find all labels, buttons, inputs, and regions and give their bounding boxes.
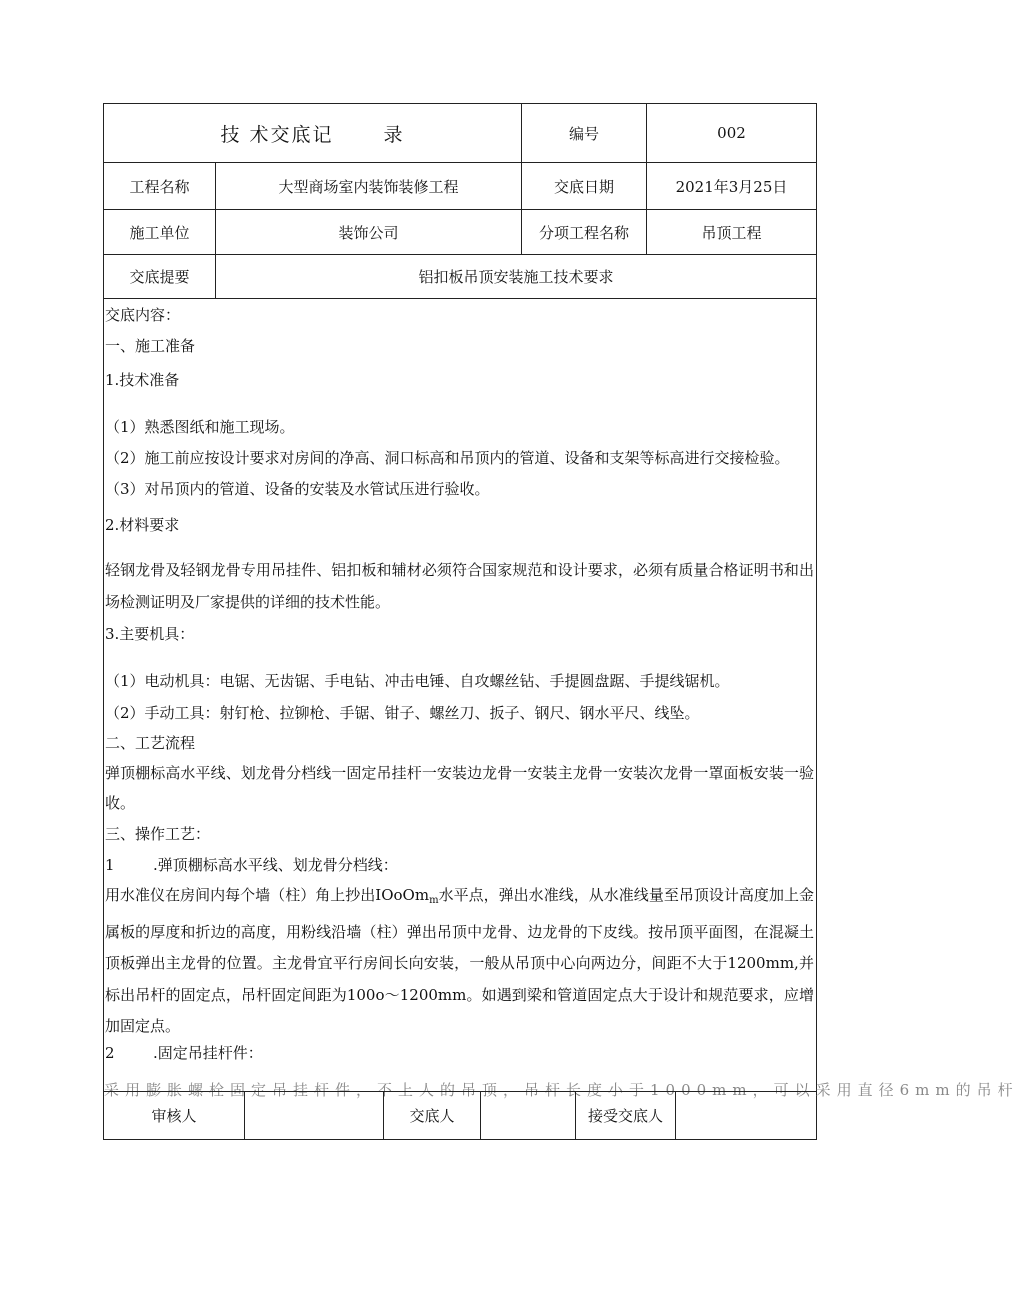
step-2-heading	[105, 1038, 814, 1069]
step-2-number: 2	[105, 1044, 115, 1062]
tools-manual: （2）手动工具：射钉枪、拉铆枪、手锯、钳子、螺丝刀、扳子、钢尺、钢水平尺、线坠。	[105, 704, 700, 722]
unit-label: 施工单位	[129, 223, 190, 242]
date-label: 交底日期	[521, 163, 646, 209]
unit-row	[104, 210, 816, 255]
summary-value: 铝扣板吊顶安装施工技术要求	[215, 255, 816, 298]
disclosure-content	[104, 299, 1019, 1099]
date-value: 2021年3月25日	[646, 163, 816, 209]
discloser-label: 交底人	[383, 1092, 480, 1139]
disclosure-form	[103, 103, 1019, 1140]
subsection-tech-prep: 1.技术准备	[105, 371, 180, 389]
project-name-value: 大型商场室内装饰装修工程	[215, 163, 521, 209]
process-flow-text: 弹顶棚标高水平线、划龙骨分档线一固定吊挂杆一安装边龙骨一安装主龙骨一安装次龙骨一罩面板安装一验收。	[105, 764, 814, 812]
project-row	[104, 163, 816, 210]
header-row	[104, 104, 816, 163]
subitem-label: 分项工程名称	[521, 210, 646, 254]
reviewer-label: 审核人	[151, 1107, 197, 1125]
project-name-label: 工程名称	[129, 177, 190, 196]
step-1-number: 1	[105, 856, 115, 874]
discloser-signature[interactable]	[480, 1092, 575, 1139]
step-1-text-a: 用水准仪在房间内每个墙（柱）角上抄出IOoOm	[105, 886, 430, 904]
subsection-materials: 2.材料要求	[105, 516, 180, 534]
cut-off-text-line	[104, 1081, 1019, 1099]
section-process-flow: 二、工艺流程	[105, 734, 196, 752]
step-1-text-sub: m	[429, 895, 439, 906]
step-2-title: .固定吊挂杆件：	[153, 1044, 263, 1062]
prep-item-2: （2）施工前应按设计要求对房间的净高、洞口标高和吊顶内的管道、设备和支架等标高进行交接检验。	[105, 449, 790, 467]
reviewer-signature[interactable]	[244, 1092, 383, 1139]
materials-text: 轻钢龙骨及轻钢龙骨专用吊挂件、铝扣板和辅材必须符合国家规范和设计要求，必须有质量合格证明书和出场检测证明及厂家提供的详细的技术性能。	[105, 561, 814, 611]
receiver-signature[interactable]	[675, 1092, 816, 1139]
unit-value: 装饰公司	[215, 210, 521, 254]
step-1-heading	[105, 850, 814, 881]
section-preparation: 一、施工准备	[105, 337, 196, 355]
prep-item-3: （3）对吊顶内的管道、设备的安装及水管试压进行验收。	[105, 480, 490, 498]
receiver-label: 接受交底人	[575, 1092, 675, 1139]
prep-item-1: （1）熟悉图纸和施工现场。	[105, 418, 295, 436]
form-title: 技 术交底记 录	[220, 123, 405, 146]
summary-label: 交底提要	[129, 268, 190, 286]
subitem-value: 吊顶工程	[646, 210, 816, 254]
cut-off-text: 采用膨胀螺栓固定吊挂杆件，不上人的吊顶，吊杆长度小于1000mm，可以采用直径6mm的吊杆	[104, 1081, 1019, 1099]
summary-row	[104, 255, 816, 299]
step-1-text-b: 水平点，弹出水准线，从水准线量至吊顶设计高度加上金属板的厚度和折边的高度，用粉线沿墙（柱）弹出吊顶中龙骨、边龙骨的下皮线。按吊顶平面图，在混凝土顶板弹出主龙骨的位置。主龙骨宜平行房间长向安装，一般从吊顶中心向两边分，间距不大于1200mm,并标出吊杆的固定点，吊杆固定间距为100o～1200mm。如遇到梁和管道固定点大于设计和规范要求，应增加固定点。	[105, 886, 814, 1035]
subsection-tools: 3.主要机具：	[105, 625, 195, 643]
number-value: 002	[646, 104, 816, 162]
number-label: 编号	[521, 104, 646, 162]
signature-row	[104, 1091, 816, 1139]
step-1-title: .弹顶棚标高水平线、划龙骨分档线：	[153, 856, 398, 874]
tools-electric: （1）电动机具：电锯、无齿锯、手电钻、冲击电锤、自攻螺丝钻、手提圆盘踞、手提线锯机。	[105, 672, 730, 690]
step-1-text	[105, 880, 814, 1043]
section-operation: 三、操作工艺：	[105, 825, 211, 843]
content-heading: 交底内容：	[105, 306, 181, 324]
